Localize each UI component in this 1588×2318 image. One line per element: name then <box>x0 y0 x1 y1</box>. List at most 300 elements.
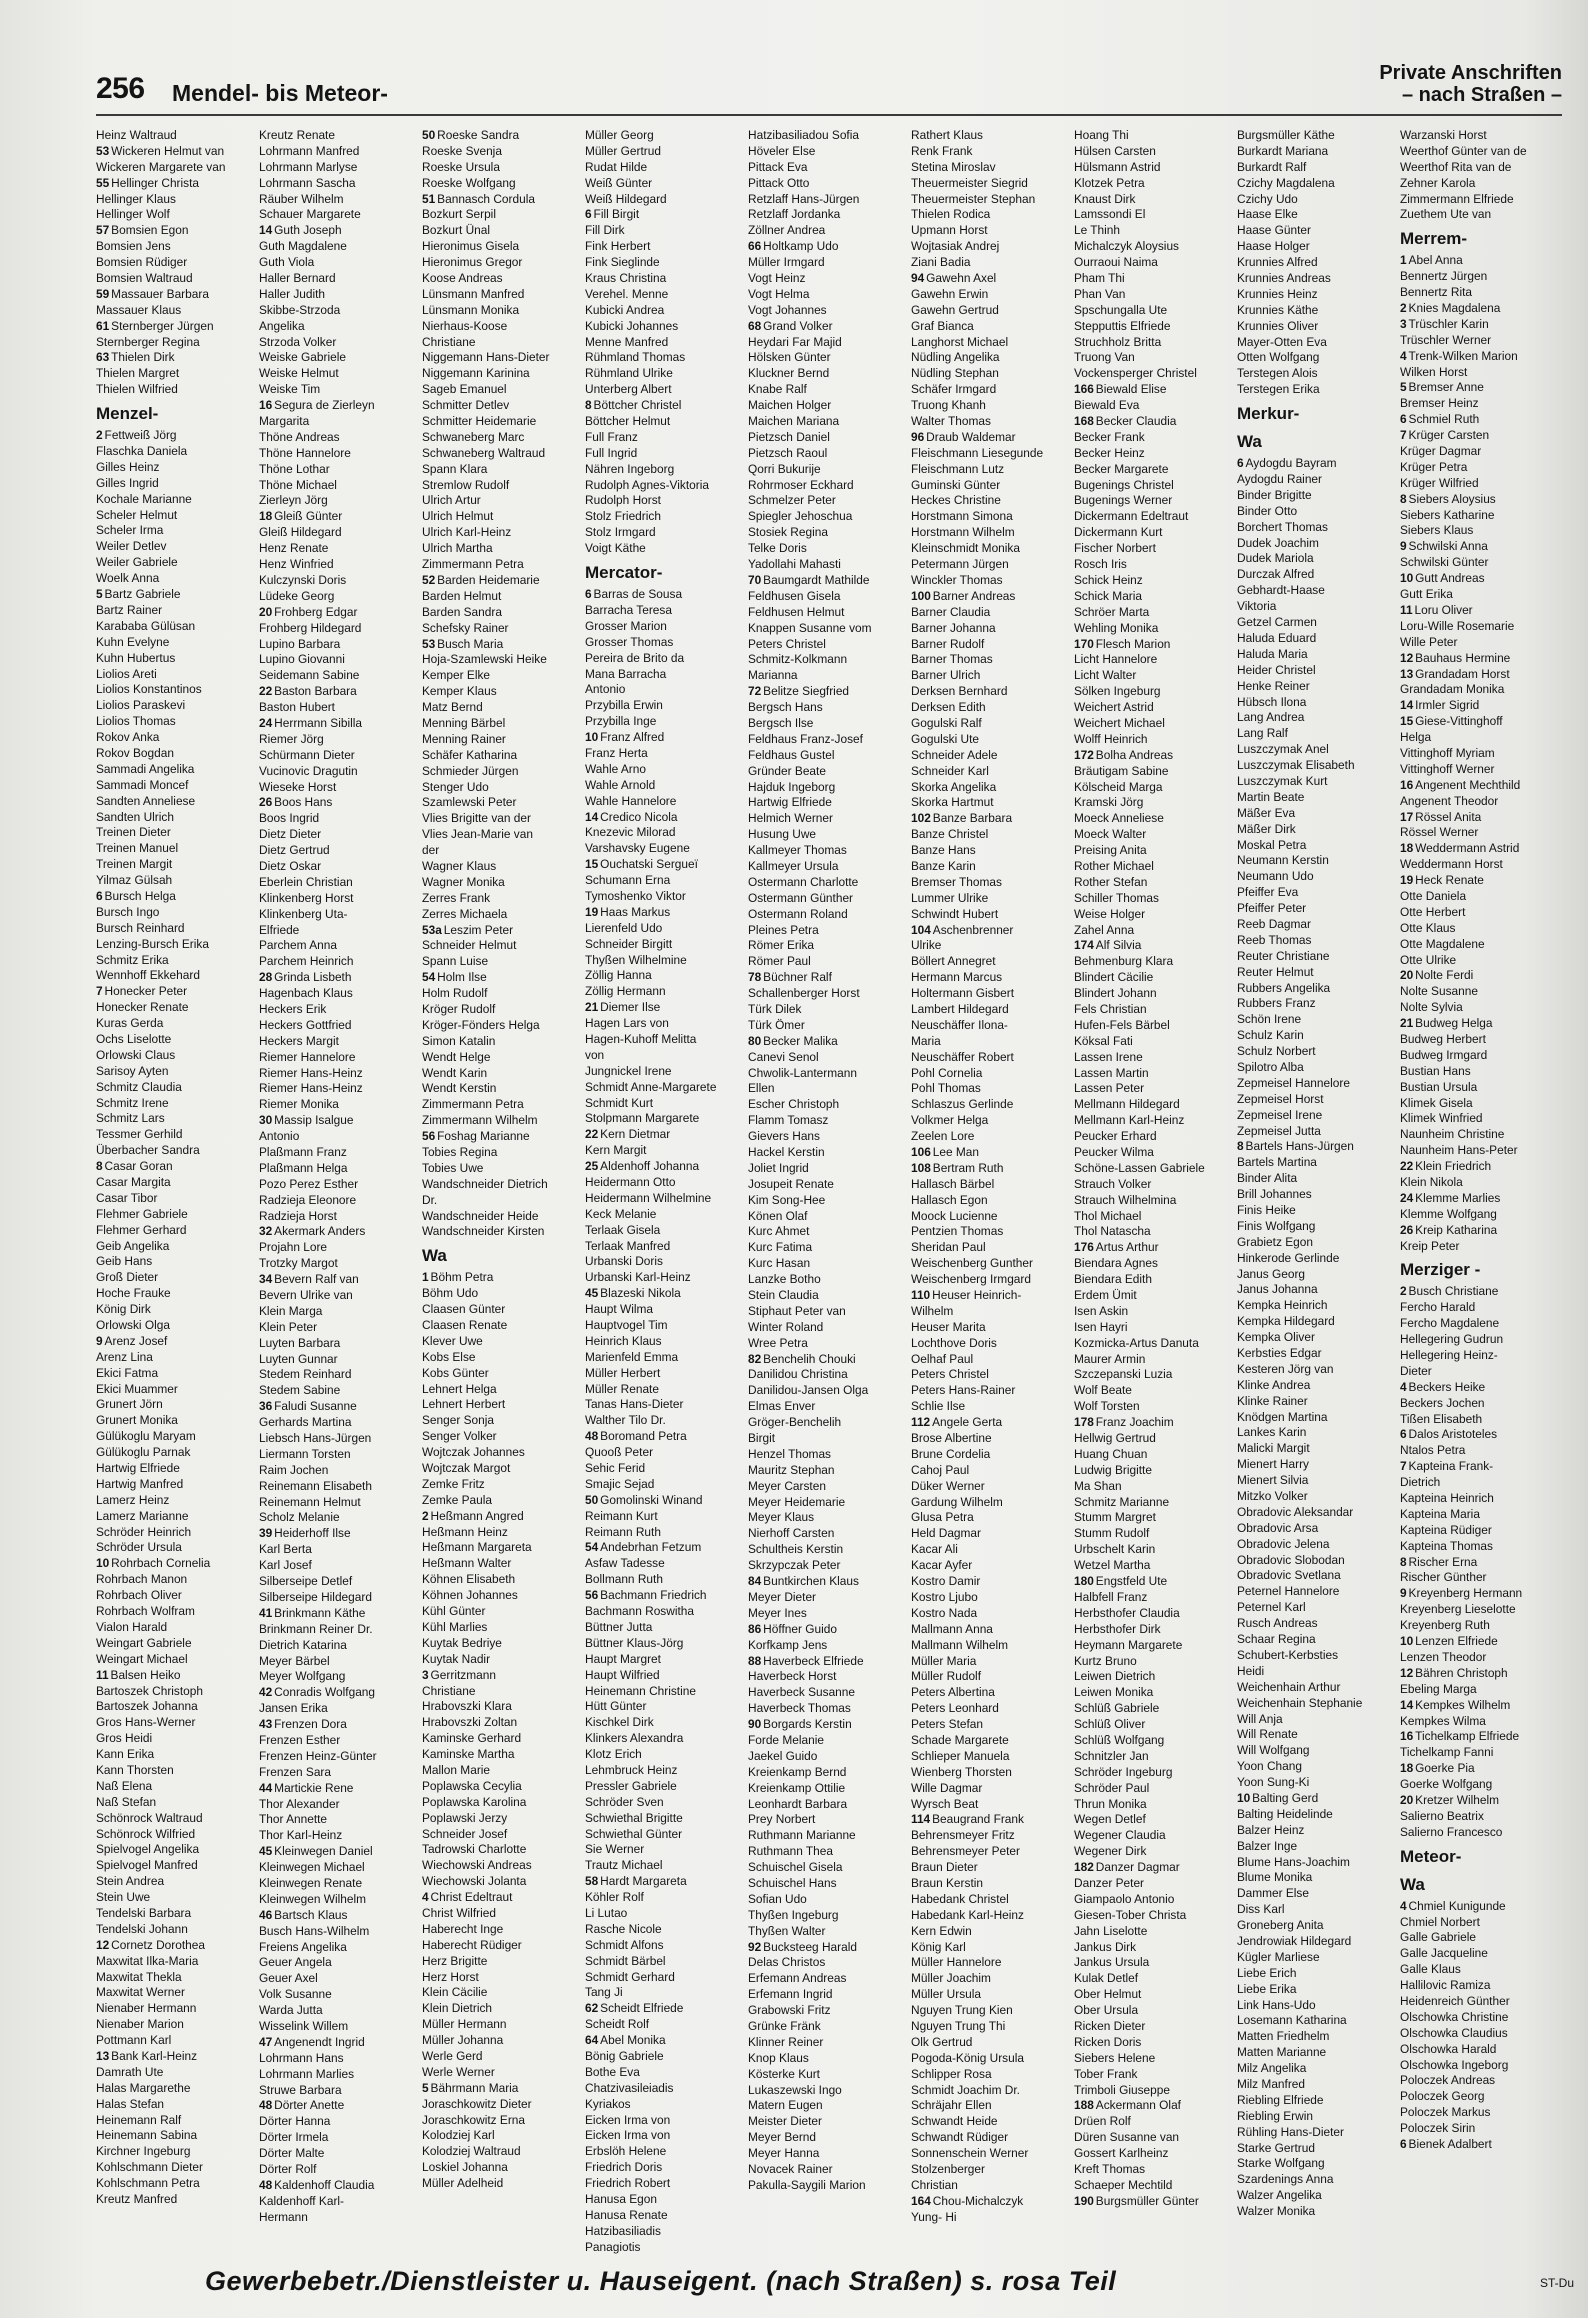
directory-entry <box>1237 1886 1396 1902</box>
directory-entry <box>1074 2035 1233 2051</box>
resident-name: Yung- Hi <box>911 2209 957 2224</box>
resident-name: Hübsch Ilona <box>1237 694 1307 709</box>
house-number: 96 <box>911 429 925 444</box>
directory-entry <box>1074 2003 1233 2019</box>
resident-name: Matten Marianne <box>1237 2045 1327 2060</box>
resident-name: Karababa Gülüsan <box>96 618 196 633</box>
resident-name: Nierhaus-Koose <box>422 318 508 333</box>
directory-entry <box>96 1874 255 1890</box>
directory-entry <box>585 968 744 984</box>
resident-name: Bergsch Hans <box>748 700 823 715</box>
directory-entry <box>748 891 907 907</box>
directory-entry <box>259 2146 418 2162</box>
directory-entry <box>96 1985 255 2001</box>
directory-entry <box>1237 1314 1396 1330</box>
directory-entry <box>96 2065 255 2081</box>
directory-entry <box>1400 539 1559 555</box>
resident-name: Eicken Irma von <box>585 2112 671 2127</box>
resident-name: der <box>422 843 440 858</box>
directory-entry <box>1237 822 1396 838</box>
resident-name: Zöllig Hermann <box>585 984 666 999</box>
directory-entry <box>1074 557 1233 573</box>
directory-entry <box>748 1431 907 1447</box>
resident-name: Haller Judith <box>259 286 326 301</box>
resident-name: Honecker Peter <box>104 984 188 999</box>
resident-name: Spiegler Jehoschua <box>748 509 853 524</box>
directory-entry <box>1237 350 1396 366</box>
directory-entry <box>911 621 1070 637</box>
resident-name: Weingart Michael <box>96 1651 188 1666</box>
directory-entry <box>1400 1475 1559 1491</box>
directory-entry <box>1400 301 1559 317</box>
resident-name: Lupino Giovanni <box>259 652 345 667</box>
resident-name: Zöllig Hanna <box>585 968 652 983</box>
directory-entry <box>259 1558 418 1574</box>
directory-entry <box>259 2051 418 2067</box>
directory-entry <box>1074 1797 1233 1813</box>
resident-name: Theuermeister Stephan <box>911 191 1036 206</box>
directory-entry <box>96 303 255 319</box>
directory-entry <box>585 2240 744 2256</box>
directory-entry <box>96 603 255 619</box>
resident-name: Halas Stefan <box>96 2096 165 2111</box>
resident-name: Lüdeke Georg <box>259 588 335 603</box>
directory-entry <box>259 1892 418 1908</box>
directory-entry <box>748 907 907 923</box>
resident-name: Gebhardt-Haase <box>1237 583 1325 598</box>
directory-entry <box>422 557 581 573</box>
house-number: 172 <box>1074 747 1094 762</box>
resident-name: Gardung Wilhelm <box>911 1494 1003 1509</box>
resident-name: Walther Tilo Dr. <box>585 1413 666 1428</box>
resident-name: Kempka Heinrich <box>1237 1298 1328 1313</box>
resident-name: Hellegering Gudrun <box>1400 1332 1504 1347</box>
directory-entry <box>259 1812 418 1828</box>
directory-entry <box>585 1954 744 1970</box>
resident-name: Bozkurt Ünal <box>422 223 491 238</box>
resident-name: Sandten Anneliese <box>96 793 196 808</box>
resident-name: Wandschneider Kirsten <box>422 1224 545 1239</box>
house-number: 9 <box>96 1333 103 1348</box>
resident-name: Ruthmann Marianne <box>748 1828 856 1843</box>
resident-name: Haupt Wilfried <box>585 1667 660 1682</box>
directory-entry <box>1074 1717 1233 1733</box>
directory-entry <box>1074 938 1233 954</box>
resident-name: Grinda Lisbeth <box>274 970 352 985</box>
resident-name: Michalczyk Aloysius <box>1074 239 1179 254</box>
resident-name: Stein Claudia <box>748 1288 819 1303</box>
house-number: 45 <box>259 1844 273 1859</box>
resident-name: Flehmer Gerhard <box>96 1222 187 1237</box>
directory-entry <box>1237 2125 1396 2141</box>
resident-name: Düren Susanne van <box>1074 2130 1180 2145</box>
resident-name: Huang Chuan <box>1074 1446 1148 1461</box>
resident-name: Bolha Andreas <box>1095 747 1174 762</box>
directory-entry <box>96 2049 255 2065</box>
resident-name: Hoang Thi <box>1074 128 1129 142</box>
resident-name: Urbanski Doris <box>585 1254 663 1269</box>
resident-name: Danzer Peter <box>1074 1875 1145 1890</box>
resident-name: Brill Johannes <box>1237 1187 1312 1202</box>
resident-name: Will Wolfgang <box>1237 1743 1310 1758</box>
directory-entry <box>1400 1159 1559 1175</box>
resident-name: Smajic Sejad <box>585 1476 655 1491</box>
resident-name: Schiller Thomas <box>1074 890 1159 905</box>
resident-name: Ochs Liselotte <box>96 1031 172 1046</box>
directory-entry <box>748 1892 907 1908</box>
resident-name: Vogt Heinz <box>748 271 806 286</box>
directory-entry <box>259 446 418 462</box>
resident-name: Blume Monika <box>1237 1870 1313 1885</box>
directory-entry <box>422 144 581 160</box>
directory-entry <box>96 1143 255 1159</box>
directory-entry <box>1074 1987 1233 2003</box>
directory-entry <box>422 1795 581 1811</box>
resident-name: Zemke Fritz <box>422 1476 485 1491</box>
directory-entry <box>259 1924 418 1940</box>
resident-name: Frenzen Dora <box>274 1717 347 1732</box>
resident-name: Bothe Eva <box>585 2064 640 2079</box>
directory-entry <box>1237 742 1396 758</box>
resident-name: Kolodziej Karl <box>422 2128 495 2143</box>
directory-entry <box>259 1574 418 1590</box>
resident-name: Bevern Ralf van <box>274 1272 359 1287</box>
directory-entry <box>1237 1680 1396 1696</box>
resident-name: Koose Andreas <box>422 271 503 286</box>
directory-entry <box>911 335 1070 351</box>
resident-name: Naß Stefan <box>96 1794 157 1809</box>
resident-name: Senger Sonja <box>422 1413 495 1428</box>
directory-entry <box>1400 921 1559 937</box>
resident-name: Borgards Kerstin <box>763 1717 852 1732</box>
directory-entry <box>911 1034 1070 1050</box>
house-number: 94 <box>911 271 925 286</box>
directory-entry <box>96 1588 255 1604</box>
resident-name: Räuber Wilhelm <box>259 191 344 206</box>
directory-entry <box>1074 1288 1233 1304</box>
directory-entry <box>422 938 581 954</box>
directory-entry <box>748 2178 907 2194</box>
directory-entry <box>748 589 907 605</box>
directory-entry <box>1237 1743 1396 1759</box>
resident-name: Bartsch Klaus <box>274 1907 348 1922</box>
directory-entry <box>1400 396 1559 412</box>
directory-entry <box>585 1540 744 1556</box>
resident-name: Ekici Fatma <box>96 1365 159 1380</box>
directory-entry <box>1237 1521 1396 1537</box>
resident-name: Dudek Joachim <box>1237 535 1319 550</box>
directory-entry <box>911 1797 1070 1813</box>
resident-name: Krüger Petra <box>1400 459 1468 474</box>
house-number: 42 <box>259 1685 273 1700</box>
resident-name: Gröger-Benchelih <box>748 1415 842 1430</box>
directory-entry <box>585 1509 744 1525</box>
directory-entry <box>422 1177 581 1193</box>
directory-entry <box>585 682 744 698</box>
resident-name: Scheler Irma <box>96 523 164 538</box>
resident-name: Kubicki Johannes <box>585 318 679 333</box>
directory-entry <box>1074 1224 1233 1240</box>
house-number: 6 <box>585 587 592 602</box>
resident-name: Oelhaf Paul <box>911 1351 974 1366</box>
house-number: 45 <box>585 1286 599 1301</box>
house-number: 168 <box>1074 414 1094 429</box>
resident-name: Barner Claudia <box>911 604 991 619</box>
directory-entry <box>748 2003 907 2019</box>
resident-name: Maichen Mariana <box>748 414 840 429</box>
directory-entry <box>422 1684 581 1700</box>
resident-name: Lang Andrea <box>1237 710 1305 725</box>
resident-name: Mienert Harry <box>1237 1457 1309 1472</box>
directory-entry <box>1074 1558 1233 1574</box>
directory-entry <box>1400 587 1559 603</box>
resident-name: Struwe Barbara <box>259 2082 342 2097</box>
directory-entry <box>259 1002 418 1018</box>
resident-name: Matten Friedhelm <box>1237 2029 1330 2044</box>
resident-name: Rokov Bogdan <box>96 745 174 760</box>
house-number: 59 <box>96 286 110 301</box>
directory-entry <box>585 207 744 223</box>
resident-name: Boromand Petra <box>600 1429 687 1444</box>
resident-name: Rosch Iris <box>1074 557 1127 572</box>
directory-entry <box>748 573 907 589</box>
directory-entry <box>1400 444 1559 460</box>
directory-entry <box>911 700 1070 716</box>
resident-name: Tadrowski Charlotte <box>422 1842 527 1857</box>
resident-name: Hellinger Christa <box>111 175 200 190</box>
directory-entry <box>259 1256 418 1272</box>
directory-entry <box>1237 1727 1396 1743</box>
resident-name: Hermann Marcus <box>911 970 1003 985</box>
resident-name: Otte Daniela <box>1400 888 1467 903</box>
column-2 <box>259 128 422 2262</box>
directory-entry <box>585 1763 744 1779</box>
directory-entry <box>259 1018 418 1034</box>
resident-name: Peters Hans-Rainer <box>911 1383 1016 1398</box>
directory-entry <box>1237 1791 1396 1807</box>
directory-entry <box>748 716 907 732</box>
resident-name: Dörter Rolf <box>259 2162 317 2176</box>
resident-name: Reinemann Elisabeth <box>259 1478 372 1493</box>
resident-name: Draub Waldemar <box>926 429 1016 444</box>
resident-name: Pietzsch Raoul <box>748 445 828 460</box>
directory-entry <box>259 1081 418 1097</box>
directory-entry <box>585 1572 744 1588</box>
directory-entry <box>422 128 581 144</box>
directory-entry <box>422 1890 581 1906</box>
directory-entry <box>1400 1761 1559 1777</box>
directory-entry <box>96 1779 255 1795</box>
resident-name: Thielen Rodica <box>911 207 991 222</box>
resident-name: Delas Christos <box>748 1955 826 1970</box>
directory-entry <box>1074 1113 1233 1129</box>
directory-entry <box>1074 1479 1233 1495</box>
directory-entry <box>96 762 255 778</box>
resident-name: Hölsken Günter <box>748 350 831 365</box>
resident-name: Galle Klaus <box>1400 1962 1461 1977</box>
directory-entry <box>1400 1223 1559 1239</box>
directory-entry <box>1400 1507 1559 1523</box>
directory-entry <box>1237 2204 1396 2220</box>
house-number: 48 <box>259 2098 273 2113</box>
directory-entry <box>585 366 744 382</box>
directory-entry <box>259 303 418 319</box>
resident-name: Scholz Melanie <box>259 1510 340 1525</box>
resident-name: Trüschler Karin <box>1408 316 1489 331</box>
house-number: 19 <box>585 904 599 919</box>
resident-name: Starke Wolfgang <box>1237 2156 1325 2171</box>
resident-name: Kreft Thomas <box>1074 2162 1146 2176</box>
directory-entry <box>911 1209 1070 1225</box>
directory-entry <box>1074 811 1233 827</box>
house-number: 3 <box>422 1667 429 1682</box>
resident-name: Reimann Kurt <box>585 1508 658 1523</box>
resident-name: Braun Dieter <box>911 1860 978 1875</box>
directory-entry <box>422 1858 581 1874</box>
directory-entry <box>748 700 907 716</box>
directory-entry <box>585 619 744 635</box>
directory-entry <box>259 970 418 986</box>
directory-entry <box>259 843 418 859</box>
directory-entry <box>1237 1807 1396 1823</box>
directory-entry <box>911 1574 1070 1590</box>
resident-name: Heck Renate <box>1415 873 1484 888</box>
resident-name: Held Dagmar <box>911 1526 982 1541</box>
directory-entry <box>585 303 744 319</box>
resident-name: Lohrmann Marlyse <box>259 159 358 174</box>
resident-name: Sonnenschein Werner <box>911 2146 1029 2161</box>
resident-name: Danilidou Christina <box>748 1367 848 1382</box>
directory-entry <box>422 1938 581 1954</box>
directory-entry <box>748 1383 907 1399</box>
resident-name: Diss Karl <box>1237 1902 1285 1917</box>
resident-name: Vittinghoff Werner <box>1400 761 1495 776</box>
resident-name: Spschungalla Ute <box>1074 302 1168 317</box>
directory-entry <box>1237 1330 1396 1346</box>
directory-entry <box>96 1254 255 1270</box>
resident-name: Liebe Erich <box>1237 1965 1297 1980</box>
directory-entry <box>96 287 255 303</box>
resident-name: Elmas Enver <box>748 1399 816 1414</box>
directory-entry <box>96 905 255 921</box>
resident-name: Mäßer Dirk <box>1237 821 1296 836</box>
directory-entry <box>1237 1155 1396 1171</box>
directory-entry <box>1400 269 1559 285</box>
resident-name: Fercho Harald <box>1400 1300 1476 1315</box>
resident-name: Rössel Anita <box>1415 809 1482 824</box>
house-number: 20 <box>259 604 273 619</box>
directory-entry <box>1237 2077 1396 2093</box>
directory-entry <box>422 637 581 653</box>
house-number: 2 <box>422 1508 429 1523</box>
directory-entry <box>1074 1781 1233 1797</box>
directory-entry <box>1074 1399 1233 1415</box>
house-number: 90 <box>748 1717 762 1732</box>
house-number: 180 <box>1074 1574 1094 1589</box>
resident-name: Pogoda-König Ursula <box>911 2050 1024 2065</box>
directory-entry <box>1400 1809 1559 1825</box>
resident-name: Przybilla Erwin <box>585 698 663 713</box>
directory-entry <box>422 589 581 605</box>
resident-name: Lenzen Elfriede <box>1415 1634 1498 1649</box>
directory-entry <box>96 587 255 603</box>
directory-entry <box>1400 555 1559 571</box>
directory-entry <box>1400 1175 1559 1191</box>
resident-name: Plaßmann Franz <box>259 1145 347 1159</box>
resident-name: Kirchner Ingeburg <box>96 2144 191 2159</box>
resident-name: Kern Dietmar <box>600 1127 671 1142</box>
directory-entry <box>422 1604 581 1620</box>
resident-name: Weerthof Günter van de <box>1400 143 1527 158</box>
directory-entry <box>911 525 1070 541</box>
directory-entry <box>1400 746 1559 762</box>
resident-name: Pozo Perez Esther <box>259 1176 359 1191</box>
directory-entry <box>1237 239 1396 255</box>
directory-entry <box>96 1652 255 1668</box>
resident-name: Sehic Ferid <box>585 1461 646 1476</box>
directory-entry <box>911 1781 1070 1797</box>
directory-entry <box>1074 891 1233 907</box>
directory-entry <box>1074 1256 1233 1272</box>
directory-entry <box>1400 682 1559 698</box>
resident-name: Stremlow Rudolf <box>422 477 510 492</box>
resident-name: Frohberg Hildegard <box>259 620 362 635</box>
directory-entry <box>1400 698 1559 714</box>
resident-name: Fill Birgit <box>593 207 640 222</box>
resident-name: Riemer Jörg <box>259 731 324 746</box>
directory-entry <box>1074 1272 1233 1288</box>
resident-name: Olschowka Christine <box>1400 2009 1509 2024</box>
column-6 <box>911 128 1074 2262</box>
directory-entry <box>1074 2146 1233 2162</box>
directory-entry <box>585 635 744 651</box>
resident-name: Cornetz Dorothea <box>111 1937 205 1952</box>
directory-entry <box>96 2097 255 2113</box>
house-number: 16 <box>1400 1729 1414 1744</box>
resident-name: Szardenings Anna <box>1237 2172 1334 2187</box>
street-heading: Meteor- <box>1400 1846 1462 1866</box>
directory-entry <box>96 921 255 937</box>
directory-entry <box>259 1955 418 1971</box>
resident-name: Zepmeisel Irene <box>1237 1107 1323 1122</box>
resident-name: Frenzen Esther <box>259 1732 341 1747</box>
directory-entry <box>911 509 1070 525</box>
resident-name: Pfeiffer Peter <box>1237 901 1307 916</box>
directory-entry <box>422 811 581 827</box>
resident-name: Simon Katalin <box>422 1033 496 1048</box>
resident-name: Schlaszus Gerlinde <box>911 1097 1014 1112</box>
house-number: 14 <box>1400 698 1414 713</box>
directory-entry <box>422 303 581 319</box>
directory-entry <box>259 573 418 589</box>
resident-name: Boos Hans <box>274 795 333 810</box>
resident-name: Terlaak Manfred <box>585 1238 671 1253</box>
directory-entry <box>585 1493 744 1509</box>
directory-entry <box>748 1034 907 1050</box>
directory-entry <box>585 698 744 714</box>
directory-entry <box>1237 1632 1396 1648</box>
resident-name: Kann Thorsten <box>96 1762 174 1777</box>
directory-entry <box>259 2098 418 2114</box>
directory-entry <box>259 827 418 843</box>
directory-entry <box>748 748 907 764</box>
house-number: 39 <box>259 1526 273 1541</box>
directory-entry <box>585 319 744 335</box>
directory-entry <box>911 398 1070 414</box>
directory-entry <box>748 1066 907 1082</box>
street-heading: Merziger - <box>1400 1260 1481 1280</box>
directory-entry <box>1237 1362 1396 1378</box>
